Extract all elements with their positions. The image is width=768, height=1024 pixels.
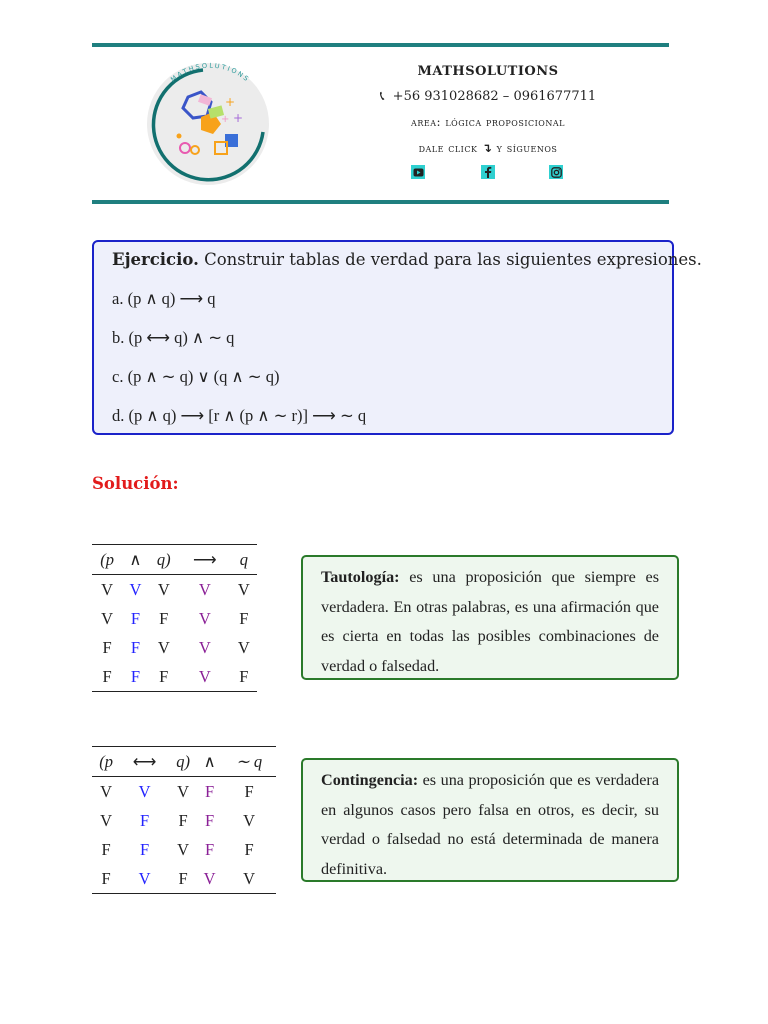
header-top-rule [92, 43, 669, 47]
youtube-icon[interactable] [411, 165, 425, 179]
header-bottom-rule [92, 200, 669, 204]
table-cell: V [243, 868, 255, 888]
table-cell: V [243, 810, 255, 830]
table-header: ⟷ [132, 751, 157, 771]
table-cell: V [198, 666, 211, 686]
table-cell: F [159, 608, 169, 628]
table-header: ∼ q [235, 751, 263, 771]
table-cell: V [198, 579, 211, 599]
table-cell: F [239, 666, 249, 686]
table-cell: F [102, 666, 112, 686]
table-header: (p [100, 549, 114, 569]
table-row [92, 835, 276, 864]
svg-text:+: + [221, 114, 230, 125]
table-cell: F [244, 839, 254, 859]
table-cell: V [198, 637, 211, 657]
definition-box-contingencia [301, 758, 679, 882]
table-header: ∧ [203, 751, 216, 771]
exercise-text: Construir tablas de verdad para las siguientes expresiones. [204, 250, 702, 269]
table-cell: F [244, 781, 254, 801]
definition-text: es una proposición que es verdadera en algunos casos pero falsa en otros, es decir, su verdad o falsedad no está determinada de manera definitiva. [321, 771, 660, 878]
table-cell: V [237, 579, 250, 599]
svg-text:+: + [225, 95, 236, 109]
instagram-icon[interactable] [549, 165, 563, 179]
solution-label: Solución: [92, 474, 179, 493]
definition-box-tautologia [301, 555, 679, 680]
table-cell: F [101, 868, 111, 888]
table-cell: V [177, 781, 190, 801]
table-cell: F [130, 608, 141, 628]
table-cell: F [140, 839, 150, 859]
table-cell: F [130, 637, 141, 657]
table-header: (p [99, 751, 114, 771]
follow-line [360, 141, 616, 155]
truth-table-1 [92, 544, 257, 692]
phone-icon: 📞︎ [379, 89, 385, 104]
table-cell: F [178, 810, 188, 830]
definition-text: es una proposición que siempre es verdadera. En otras palabras, es una afirmación que es cierta en todas las posibles combinaciones de verdad o falsedad. [321, 568, 660, 675]
table-cell: F [178, 868, 188, 888]
table-row [92, 777, 276, 807]
table-cell: V [100, 810, 113, 830]
table-header: ⟶ [192, 549, 217, 569]
table-cell: F [140, 810, 150, 830]
table-row [92, 604, 257, 633]
table-cell: F [101, 839, 111, 859]
table-cell: F [205, 810, 215, 830]
truth-table-2 [92, 746, 276, 894]
area-line: area: lógica proposicional [411, 115, 565, 129]
table-header: q) [176, 751, 190, 771]
table-cell: F [205, 781, 215, 801]
exercise-statement [112, 250, 702, 269]
table-header-row [92, 747, 276, 777]
table-cell: F [205, 839, 215, 859]
table-cell: V [157, 637, 170, 657]
table-cell: F [102, 637, 112, 657]
exercise-item-d: d. (p ∧ q) ⟶ [r ∧ (p ∧ ∼ r)] ⟶ ∼ q [112, 406, 367, 425]
follow-text-2: y síguenos [496, 141, 558, 155]
table-cell: F [130, 666, 141, 686]
brand-name: MATHSOLUTIONS [417, 64, 559, 79]
exercise-box [92, 240, 702, 435]
follow-text-1: dale click [418, 141, 478, 155]
facebook-icon[interactable] [481, 165, 495, 179]
table-cell: V [237, 637, 250, 657]
table-header-row [92, 545, 257, 575]
svg-text:+: + [233, 111, 244, 125]
table-cell: V [177, 839, 190, 859]
definition-term: Tautología: [321, 568, 400, 586]
exercise-item-b: b. (p ⟷ q) ∧ ∼ q [112, 328, 235, 347]
table-cell: V [101, 608, 114, 628]
table-cell: V [138, 868, 151, 888]
table-cell: V [101, 579, 114, 599]
phone-line [360, 89, 616, 104]
arrow-down-icon: ↴ [481, 141, 493, 155]
logo-ring-text: MATHSOLUTIONS [169, 62, 252, 84]
table-row [92, 633, 257, 662]
exercise-title: Ejercicio. [112, 250, 199, 269]
table-header: q [239, 549, 249, 569]
table-header: q) [156, 549, 171, 569]
table-cell: V [138, 781, 151, 801]
table-cell: F [159, 666, 169, 686]
table-row [92, 575, 257, 605]
table-cell: V [157, 579, 170, 599]
exercise-item-a: a. (p ∧ q) ⟶ q [112, 289, 216, 308]
table-row [92, 662, 257, 692]
table-cell: V [198, 608, 211, 628]
table-cell: V [129, 579, 142, 599]
phone-numbers: +56 931028682 – 0961677711 [392, 89, 597, 104]
table-cell: V [100, 781, 113, 801]
mathsolutions-logo [143, 62, 273, 186]
table-header: ∧ [129, 549, 142, 569]
exercise-item-c: c. (p ∧ ∼ q) ∨ (q ∧ ∼ q) [112, 367, 280, 386]
table-cell: F [239, 608, 249, 628]
definition-term: Contingencia: [321, 771, 419, 789]
table-row [92, 864, 276, 894]
table-cell: V [203, 868, 216, 888]
table-row [92, 806, 276, 835]
